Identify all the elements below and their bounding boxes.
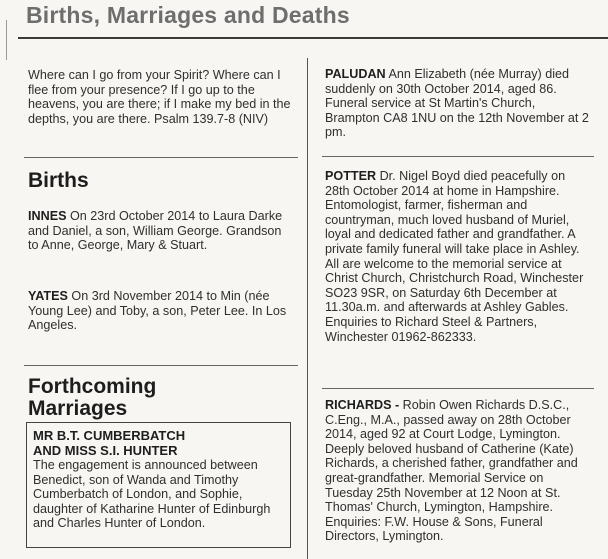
marriages-title-line2: Marriages (28, 397, 128, 420)
page-edge-line (6, 20, 7, 60)
notice-name: POTTER (325, 169, 377, 183)
notice-name: YATES (28, 289, 68, 303)
notice-text: Ann Elizabeth (née Murray) died suddenly on 30th October 2014, aged 86. Funeral service at St Martin's Church, Brampton CA8 1NU on the 12th November at 2 pm. (325, 67, 589, 140)
engagement-heading-line2: AND MISS S.I. HUNTER (33, 442, 178, 458)
births-section (28, 170, 298, 192)
notice-name: RICHARDS - (325, 398, 400, 412)
births-title: Births (28, 169, 89, 192)
psalm-quote: Where can I go from your Spirit? Where can I flee from your presence? If I go up to the heavens, you are there; if I make my bed in the depths, you are there. Psalm 139.7-8 (NIV) (28, 68, 291, 126)
divider-rule (24, 157, 298, 158)
birth-notice (28, 289, 290, 333)
engagement-heading-line1: MR B.T. CUMBERBATCH (33, 428, 186, 443)
engagement-text: The engagement is announced between Benedict, son of Wanda and Timothy Cumberbatch of London, and Sophie, daughter of Katharine Hunter of Edinburgh and Charles Hunter of London. (33, 458, 271, 531)
column-divider (307, 58, 308, 559)
left-column (28, 68, 298, 126)
notice-name: INNES (28, 209, 67, 223)
divider-rule (322, 388, 594, 389)
divider-rule (24, 365, 298, 366)
death-notice (325, 398, 587, 544)
marriages-section (28, 376, 298, 420)
heading-rule (18, 37, 608, 39)
section-heading: Births, Marriages and Deaths (26, 2, 350, 28)
engagement-box (26, 422, 291, 548)
marriages-title-line1: Forthcoming (28, 375, 157, 398)
notice-text: Robin Owen Richards D.S.C., C.Eng., M.A., passed away on 28th October 2014, aged 92 at Court Lodge, Lymington. Deeply beloved husband of Catherine (Kate) Richards, a cherished father, grandfather and great-grandfather. Memorial Service on Tuesday 25th November at 12 Noon at St. Thomas' Church, Lymington, Hampshire. Enquiries: F.W. House & Sons, Funeral Directors, Lymington. (325, 398, 578, 544)
death-notice (325, 67, 590, 140)
notice-text: On 23rd October 2014 to Laura Darke and Daniel, a son, William George. Grandson to Anne, George, Mary & Stuart. (28, 209, 283, 253)
notice-name: PALUDAN (325, 67, 386, 81)
notice-text: On 3rd November 2014 to Min (née Young Lee) and Toby, a son, Peter Lee. In Los Angeles. (28, 289, 287, 333)
death-notice (325, 169, 587, 344)
divider-rule (322, 156, 594, 157)
birth-notice (28, 209, 294, 253)
notice-text: Dr. Nigel Boyd died peacefully on 28th October 2014 at home in Hampshire. Entomologist, farmer, fisherman and countryman, much loved husband of Muriel, loyal and dedicated father and grandfather. A private family funeral will take place in Ashley. All are welcome to the memorial service at Christ Church, Christchurch Road, Winchester SO23 9SR, on Saturday 6th December at 11.30a.m. and afterwards at Ashley Gables. Enquiries to Richard Steel & Partners, Winchester 01962-862333. (325, 169, 584, 344)
